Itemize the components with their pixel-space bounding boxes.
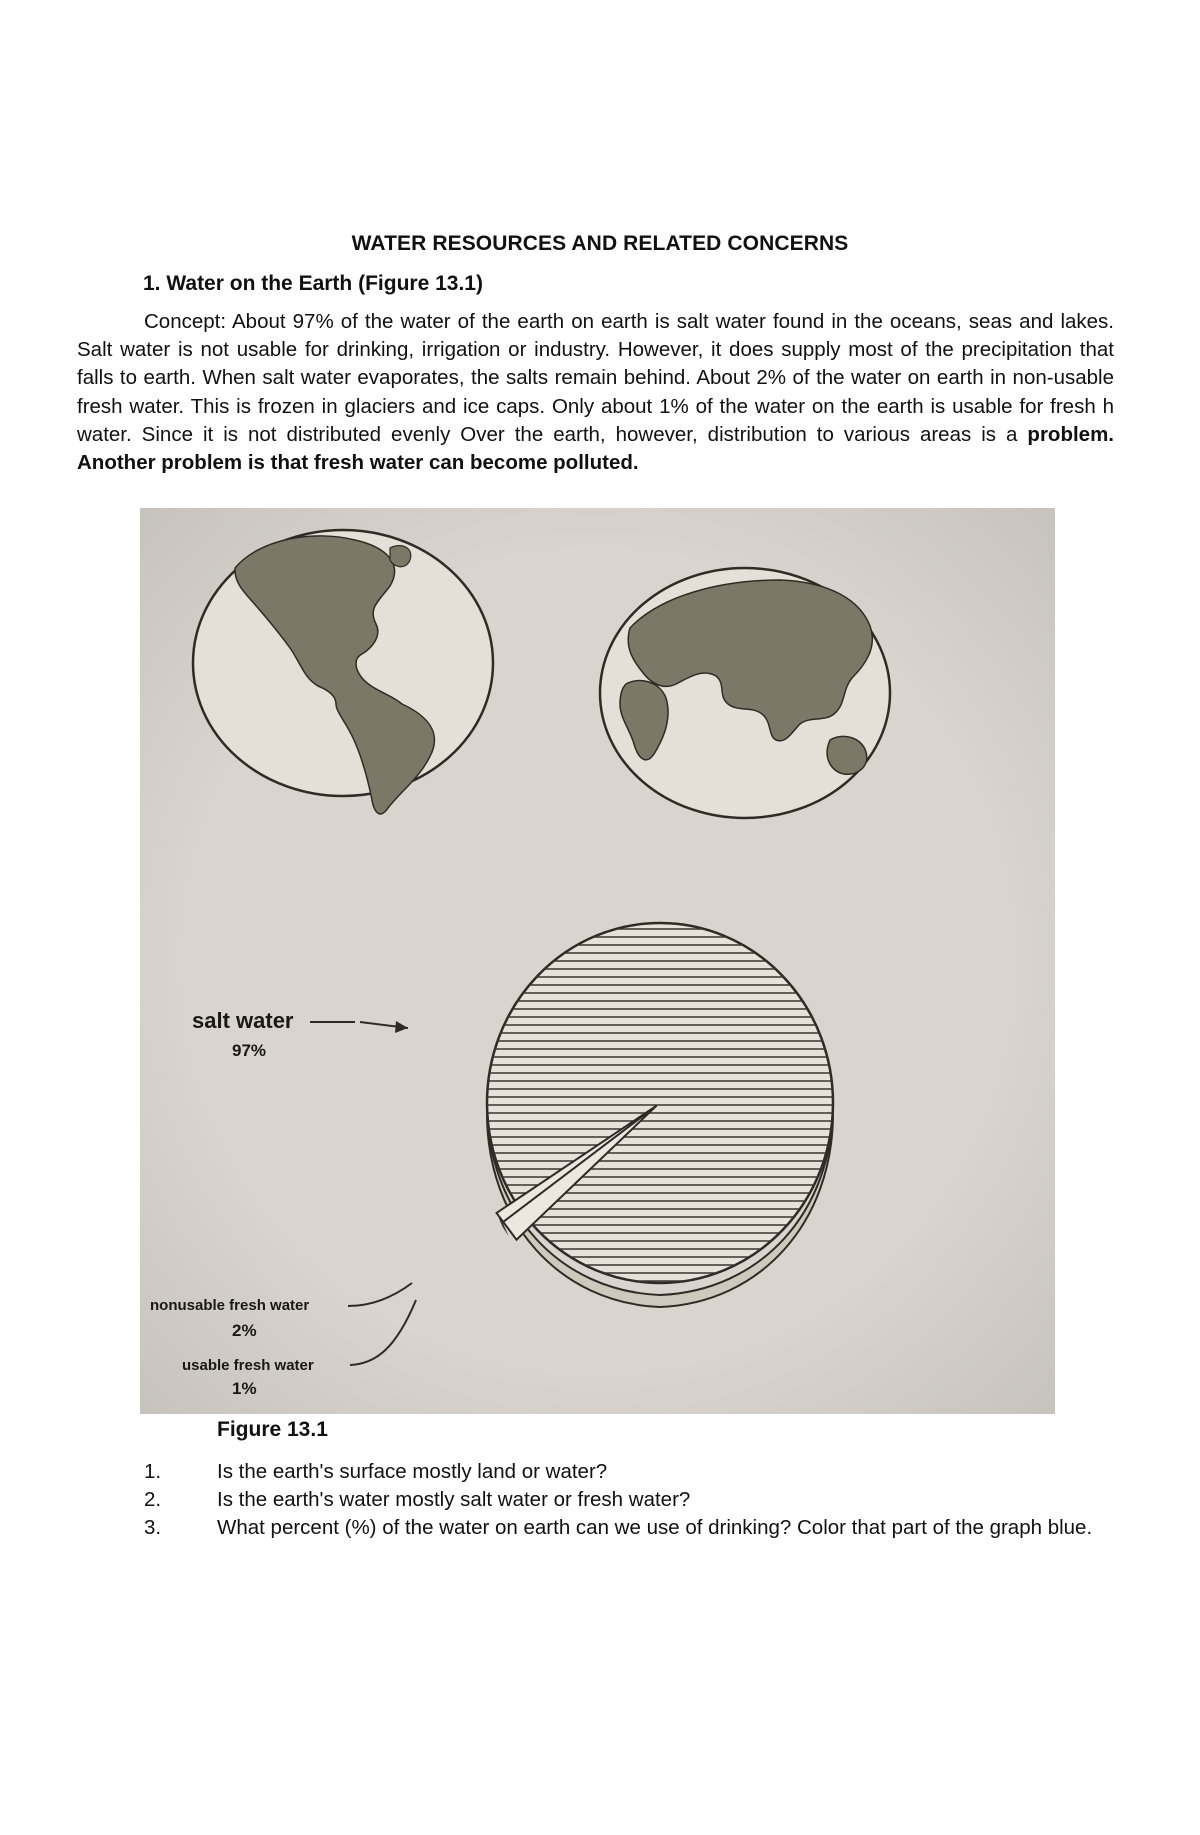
label-nonusable-fresh-water-pct: 2% — [232, 1321, 257, 1340]
concept-bold-text: problem. Another problem is that fresh water can become polluted. — [77, 422, 1114, 475]
globe-eurasia — [600, 568, 890, 818]
concept-paragraph — [77, 308, 1114, 477]
question-list — [144, 1458, 1134, 1542]
land-australia — [827, 736, 867, 774]
question-item — [144, 1486, 1134, 1514]
label-usable-fresh-water: usable fresh water — [182, 1357, 314, 1374]
page-title: WATER RESOURCES AND RELATED CONCERNS — [351, 232, 849, 255]
figure-photo — [140, 508, 1055, 1414]
question-text: Is the earth's water mostly salt water or fresh water? — [217, 1488, 691, 1511]
land-greenland — [390, 546, 411, 567]
question-number: 1. — [144, 1460, 162, 1483]
question-item — [144, 1458, 1134, 1486]
section-heading: 1. Water on the Earth (Figure 13.1) — [143, 272, 483, 295]
label-salt-water-pct: 97% — [232, 1041, 267, 1060]
figure-caption: Figure 13.1 — [217, 1418, 328, 1441]
question-text: Is the earth's surface mostly land or water? — [217, 1460, 608, 1483]
question-item — [144, 1514, 1134, 1542]
pie-chart — [487, 923, 833, 1307]
question-text: What percent (%) of the water on earth can we use of drinking? Color that part of the graph blue. — [217, 1516, 1093, 1539]
label-nonusable-fresh-water: nonusable fresh water — [150, 1297, 310, 1314]
label-salt-water: salt water — [192, 1008, 294, 1033]
figure-illustration — [140, 508, 1055, 1414]
label-usable-fresh-water-pct: 1% — [232, 1379, 257, 1398]
question-number: 3. — [144, 1516, 162, 1539]
concept-text: Concept: About 97% of the water of the earth on earth is salt water found in the oceans, seas and lakes. Salt water is not usable for drinking, irrigation or industry. However, it does supply most of the precipitation that falls to earth. When salt water evaporates, the salts remain behind. About 2% of the water on earth in non-usable fresh water. This is frozen in glaciers and ice caps. Only about 1% of the water on the earth is usable for fresh h water. Since it is not distributed evenly Over the earth, however, distribution to various areas is a — [77, 310, 1114, 446]
question-number: 2. — [144, 1488, 162, 1511]
